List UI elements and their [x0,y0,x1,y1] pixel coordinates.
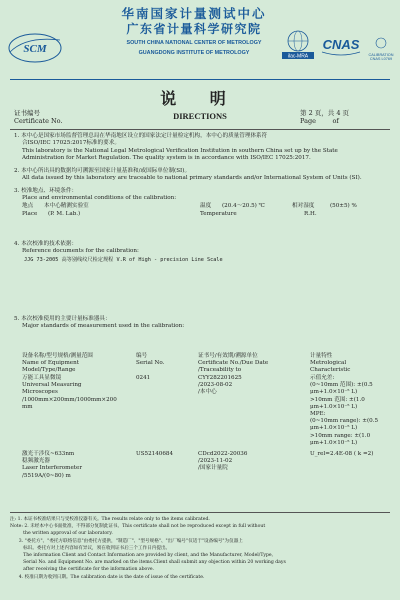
table-row-1-char [310,375,390,447]
ilac-text: ilac-MRA [287,53,309,60]
row2-name-3: /5519A/(0~80) m [22,472,71,479]
note-line-7: after receiving the certificate for the information above. [10,567,155,573]
cnas-logo [320,34,362,58]
sec2-en: All data issued by this laboratory are traceable to national primary standards and/or International System of Units (SI). [22,175,362,182]
calibration-circle-icon [364,37,398,49]
certificate-no [14,109,63,125]
humidity-label-cn: 相对湿度 [292,202,315,209]
note-line-2: the written approval of our laboratory. [10,531,113,537]
header-char [310,353,390,375]
temp-label-en: Temperature [200,210,237,217]
header-name-cn: 设备名称/型号规格/测量范围 [22,353,93,359]
sec4-en: Reference documents for the calibration: [22,248,139,255]
row1-name-0: 万能工具显微镜 [22,375,62,381]
header-cert-en2: /Traceability to [198,367,242,374]
section-4 [14,241,390,264]
cnas-subtitle: CALIBRATION [368,53,394,57]
header [0,0,400,78]
note-line-5: The information Client and Contact Information are provided by client, and the Manufacturer, Model/Type, [10,553,274,559]
row1-char-4: μm+1.0×10⁻⁵ L) [310,403,358,410]
row1-char-1: (0~10mm 范围): ±(0.5 [310,382,373,389]
cert-label-en: Certificate No. [14,117,63,125]
header-divider [10,79,390,80]
row2-char-0: U_rel=2.4E-08 ( k =2) [310,451,374,457]
header-char-en1: Metrological [310,360,347,367]
note-line-4: 标识。委托方对上述内容如有异议，须在收到证书后三个工作日内提出。 [10,545,171,551]
sec1-en-2: Administration for Market Regulation. The quality system is in accordance with ISO/IEC 17025:2017. [22,154,311,161]
table-row-1-cert [198,375,298,397]
header-char-cn: 计量特性 [310,353,333,359]
scm-logo-text: SCM [23,43,47,55]
humidity-label-en: R.H. [304,210,317,217]
header-cn-line2: 广东省计量科学研究院 [126,22,262,36]
title-cn: 说 明 [160,89,240,108]
table-row-2-name [22,451,134,480]
cnas-logo-icon [320,34,362,58]
section-3 [14,188,390,219]
header-cert [198,353,298,375]
row1-name-4: mm [22,403,33,410]
section-1 [14,133,390,162]
humidity-value: (50±5) % [330,202,357,209]
note-line-0: 注: 1. 本证书校准结果只与受校准仪器有关。The results relate only to the items calibrated. [10,517,210,522]
sec3-conditions [14,203,390,219]
note-line-6: Serial No. and Equipment No. are marked on the items.Client shall submit any objection within 20 working days [10,560,286,566]
header-serial-cn: 编号 [136,353,148,359]
place-label-en: Place [22,210,38,217]
header-en-line1: SOUTH CHINA NATIONAL CENTER OF METROLOGY [126,40,262,46]
cert-label-cn: 证书编号 [14,109,40,117]
sec3-cn: 3. 校准地点、环境条件： [14,188,78,194]
sec5-cn: 5. 本次校准使用的主要计量标准器具： [14,316,111,322]
header-name-en1: Name of Equipment [22,360,79,367]
note-line-1: Note: 2. 未经本中心书面批准，不得部分复制此证书。This certificate shall not be reproduced except in full without [10,524,266,530]
cnas-code: CNAS L0769 [369,57,393,61]
page-number [300,109,386,125]
section-5 [14,316,390,331]
row1-cert-1: /2023-08-02 [198,382,233,389]
row1-char-9: μm+1.0×10⁻⁵ L) [310,439,358,446]
cnas-text: CNAS [322,37,360,52]
sec2-cn: 2. 本中心所出具的数据均可溯源至国家计量基准和/或国际单位制(SI)。 [14,168,191,174]
row1-char-0: 示值允差: [310,375,335,381]
place-label-cn: 地点 [22,202,34,209]
header-cert-en1: Certificate No./Due Date [198,360,269,367]
sec3-en: Place and environmental conditions of the calibration: [22,195,177,202]
row1-char-2: μm+1.0×10⁻⁵ L) [310,389,358,396]
scm-logo-icon [6,30,64,66]
row1-name-3: /1000mm×200mm/1000mm×200 [22,396,117,403]
sec5-en: Major standards of measurement used in the calibration: [22,323,185,330]
row1-char-6: (0~10mm range): ±(0.5 [310,418,379,425]
header-serial-en: Serial No. [136,360,165,367]
header-en-line2: GUANGDONG INSTITUTE OF METROLOGY [138,50,250,56]
scm-logo [6,30,64,66]
page-label-cn: 第 2 页，共 4 页 [300,109,350,117]
header-char-en2: Characteristic [310,367,351,374]
title-divider [10,129,390,130]
calibration-mark [364,34,398,64]
table-row-1-serial: 0241 [136,375,151,381]
table-row-2-cert [198,451,298,473]
temp-value: (20.4～20.5) ℃ [222,202,265,209]
notes-divider [10,512,390,513]
sec4-cn: 4. 本次校准的技术依据： [14,241,78,247]
section-2 [14,168,390,183]
header-cert-cn: 证书号/有效期/溯源单位 [198,353,258,359]
notes [10,516,392,581]
temp-label-cn: 温度 [200,202,212,209]
header-name-en2: Model/Type/Range [22,367,76,374]
row1-cert-0: CYY282201625 [198,375,242,381]
row1-cert-2: /本中心 [198,389,217,396]
table-row-2-char [310,451,390,458]
row2-cert-1: /2023-11-02 [198,458,233,465]
sec4-value: JJG 73-2005 高等别线纹尺检定规程 V.R of High - precision Line Scale [24,256,223,263]
ilac-mra-logo [278,28,318,62]
row2-cert-2: /国家计量院 [198,465,228,472]
row1-char-7: μm+1.0×10⁻⁵ L) [310,425,358,432]
row2-name-2: Laser Interferometer [22,465,82,472]
row1-name-1: Universal Measuring [22,382,82,389]
sec1-en-1: This laboratory is the National Legal Metrological Verification Institution in southern China set up by the State [22,147,338,154]
place-value-en: (P. M. Lab.) [48,210,81,217]
note-line-8: 4. 校准日期为收到日期。The calibration date is the date of issue of the certificate. [10,574,205,580]
note-line-3: 3. "委托方"、"委托方联络信息"由委托方提供，"制造厂"、"型号规格"、"出厂编号"仅适于"设备编号"为仪器上 [10,538,243,544]
table-row-2-serial: US52140684 [136,451,174,457]
title-en: DIRECTIONS [173,111,227,121]
header-name [22,353,142,375]
row2-cert-0: CDcd2022-20036 [198,451,248,457]
place-value: 本中心精测实验室 [44,202,89,209]
table-row-1-name [22,375,134,411]
row1-name-2: Microscopes [22,389,58,396]
sec1-cn-2: 合ISO/IEC 17025:2017标准的要求。 [22,140,120,147]
sec1-cn-1: 1. 本中心是国家市场监督管理总局在华南地区设立的国家法定计量检定机构，本中心的质量管理体系符 [14,133,268,139]
row2-name-0: 激光干涉仪~633nm [22,451,75,457]
row1-char-8: >10mm range: ±(1.0 [310,432,371,439]
row1-char-5: MPE: [310,411,326,418]
row2-name-1: 稳频激光器 [22,458,50,465]
header-cn-line1: 华南国家计量测试中心 [121,6,267,21]
row1-char-3: >10mm 范围: ±(1.0 [310,396,365,403]
page-label-en: Page of [300,117,339,125]
ilac-globe-icon [278,28,318,62]
header-serial [136,353,196,367]
